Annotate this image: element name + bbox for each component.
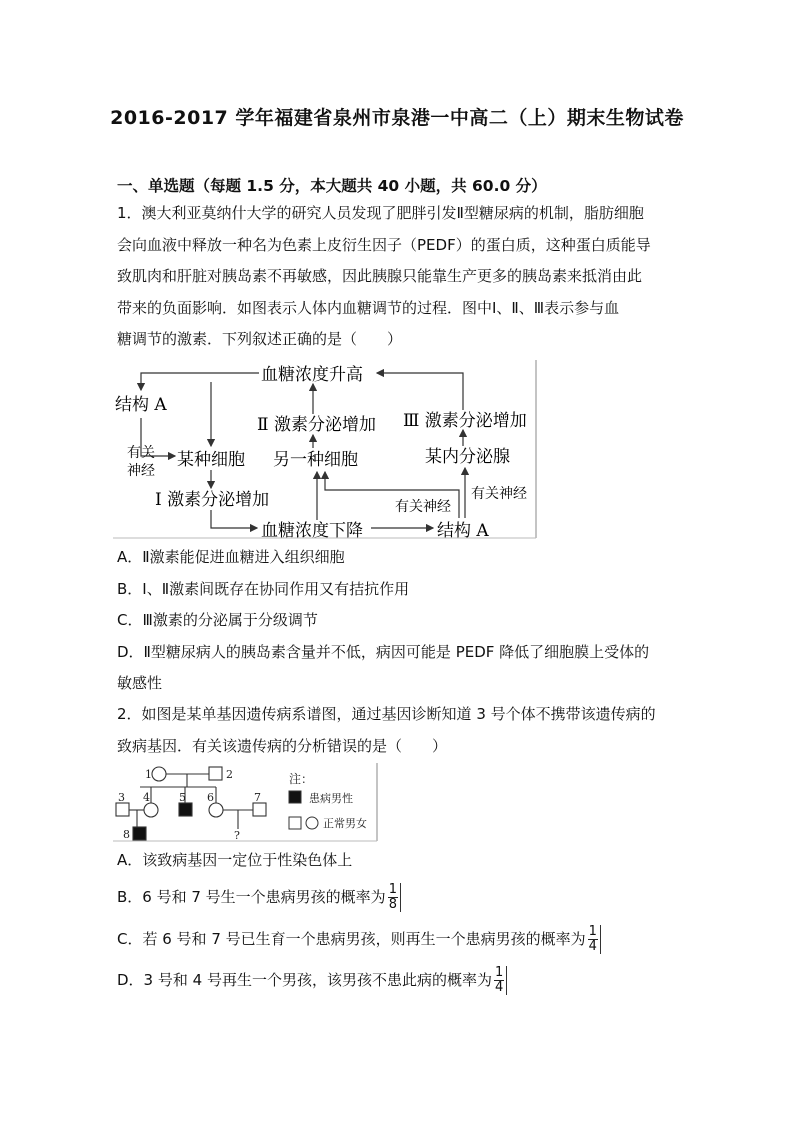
diagram-bottom-label: 血糖浓度下降 bbox=[261, 521, 363, 541]
q2-option-c-text: C．若 6 号和 7 号已生育一个患病男孩，则再生一个患病男孩的概率为 bbox=[117, 930, 586, 948]
legend-normal-male-icon bbox=[289, 817, 301, 829]
diagram-hormone2: Ⅱ 激素分泌增加 bbox=[257, 415, 376, 435]
pedigree-individual-8 bbox=[133, 827, 146, 840]
q2-line-1: 2．如图是某单基因遗传病系谱图，通过基因诊断知道 3 号个体不携带该遗传病的 bbox=[117, 705, 656, 723]
pedigree-chart bbox=[113, 763, 379, 843]
diagram-structure-a-right: 结构 A bbox=[437, 521, 489, 541]
q1-option-c[interactable]: C．Ⅲ激素的分泌属于分级调节 bbox=[117, 611, 318, 629]
q2-stem bbox=[117, 699, 692, 762]
q1-line-1: 1．澳大利亚莫纳什大学的研究人员发现了肥胖引发Ⅱ型糖尿病的机制，脂肪细胞 bbox=[117, 204, 644, 222]
pedigree-individual-1 bbox=[152, 767, 166, 781]
q2-option-b-text: B．6 号和 7 号生一个患病男孩的概率为 bbox=[117, 888, 386, 906]
diagram-nerve-mid: 有关神经 bbox=[395, 499, 451, 515]
q1-number: 1． bbox=[117, 204, 142, 222]
pedigree-individual-4 bbox=[144, 803, 158, 817]
q1-line-5: 糖调节的激素．下列叙述正确的是（ ） bbox=[117, 330, 403, 348]
pedigree-label-5: 5 bbox=[179, 791, 186, 804]
q2-option-c-fraction: $\frac{1}{4}$ bbox=[588, 925, 601, 954]
pedigree-individual-2 bbox=[209, 767, 222, 780]
blood-sugar-regulation-diagram bbox=[113, 360, 539, 542]
q2-option-d-text: D．3 号和 4 号再生一个男孩，该男孩不患此病的概率为 bbox=[117, 971, 492, 989]
q2-option-c[interactable] bbox=[117, 924, 697, 955]
pedigree-legend-normal: 正常男女 bbox=[323, 817, 367, 830]
pedigree-individual-5 bbox=[179, 803, 192, 816]
pedigree-label-7: 7 bbox=[254, 791, 261, 804]
diagram-hormone1: Ⅰ 激素分泌增加 bbox=[155, 490, 270, 510]
q2-option-d[interactable] bbox=[117, 965, 697, 996]
diagram-nerve-left-1: 有关 bbox=[127, 445, 155, 461]
pedigree-legend-title: 注： bbox=[289, 772, 314, 786]
pedigree-legend-affected: 患病男性 bbox=[309, 792, 353, 805]
diagram-top-label: 血糖浓度升高 bbox=[261, 365, 363, 385]
pedigree-label-6: 6 bbox=[207, 791, 214, 804]
legend-affected-male-icon bbox=[289, 791, 301, 803]
q1-line-3: 致肌肉和肝脏对胰岛素不再敏感，因此胰腺只能靠生产更多的胰岛素来抵消由此 bbox=[117, 267, 643, 285]
pedigree-individual-7 bbox=[253, 803, 266, 816]
section-heading: 一、单选题（每题 1.5 分，本大题共 40 小题，共 60.0 分） bbox=[117, 177, 547, 195]
pedigree-label-3: 3 bbox=[118, 791, 125, 804]
q1-option-d-line-2: 敏感性 bbox=[117, 674, 163, 692]
q2-line-2: 致病基因．有关该遗传病的分析错误的是（ ） bbox=[117, 736, 448, 755]
q1-line-4: 带来的负面影响．如图表示人体内血糖调节的过程．图中Ⅰ、Ⅱ、Ⅲ表示参与血 bbox=[117, 298, 620, 317]
q1-option-d-line-1: D．Ⅱ型糖尿病人的胰岛素含量并不低，病因可能是 PEDF 降低了细胞膜上受体的 bbox=[117, 643, 650, 661]
pedigree-individual-6 bbox=[209, 803, 223, 817]
pedigree-label-1: 1 bbox=[145, 768, 152, 781]
diagram-nerve-right: 有关神经 bbox=[471, 486, 527, 502]
q1-option-d[interactable] bbox=[117, 637, 697, 699]
q2-number: 2． bbox=[117, 705, 142, 723]
legend-normal-female-icon bbox=[306, 817, 318, 829]
pedigree-label-2: 2 bbox=[226, 768, 233, 781]
q2-option-b-fraction: $\frac{1}{8}$ bbox=[388, 883, 401, 912]
q1-line-2: 会向血液中释放一种名为色素上皮衍生因子（PEDF）的蛋白质，这种蛋白质能导 bbox=[117, 235, 651, 254]
diagram-structure-a-left: 结构 A bbox=[115, 395, 167, 415]
page-title: 2016-2017 学年福建省泉州市泉港一中高二（上）期末生物试卷 bbox=[110, 107, 684, 129]
diagram-cell1: 某种细胞 bbox=[177, 450, 245, 470]
diagram-cell2: 另一种细胞 bbox=[273, 450, 358, 470]
pedigree-label-4: 4 bbox=[143, 791, 150, 804]
q2-option-d-fraction: $\frac{1}{4}$ bbox=[494, 966, 507, 995]
q1-option-b[interactable]: B．Ⅰ、Ⅱ激素间既存在协同作用又有拮抗作用 bbox=[117, 580, 410, 598]
q1-option-a[interactable]: A．Ⅱ激素能促进血糖进入组织细胞 bbox=[117, 548, 345, 566]
diagram-gland: 某内分泌腺 bbox=[425, 447, 510, 467]
pedigree-individual-3 bbox=[116, 803, 129, 816]
diagram-nerve-left-2: 神经 bbox=[127, 463, 155, 479]
pedigree-label-unknown: ? bbox=[234, 829, 240, 842]
q2-option-a[interactable]: A．该致病基因一定位于性染色体上 bbox=[117, 851, 353, 869]
q1-stem bbox=[117, 198, 683, 356]
q2-option-b[interactable] bbox=[117, 882, 697, 913]
diagram-hormone3: Ⅲ 激素分泌增加 bbox=[403, 411, 527, 431]
pedigree-label-8: 8 bbox=[123, 828, 130, 841]
